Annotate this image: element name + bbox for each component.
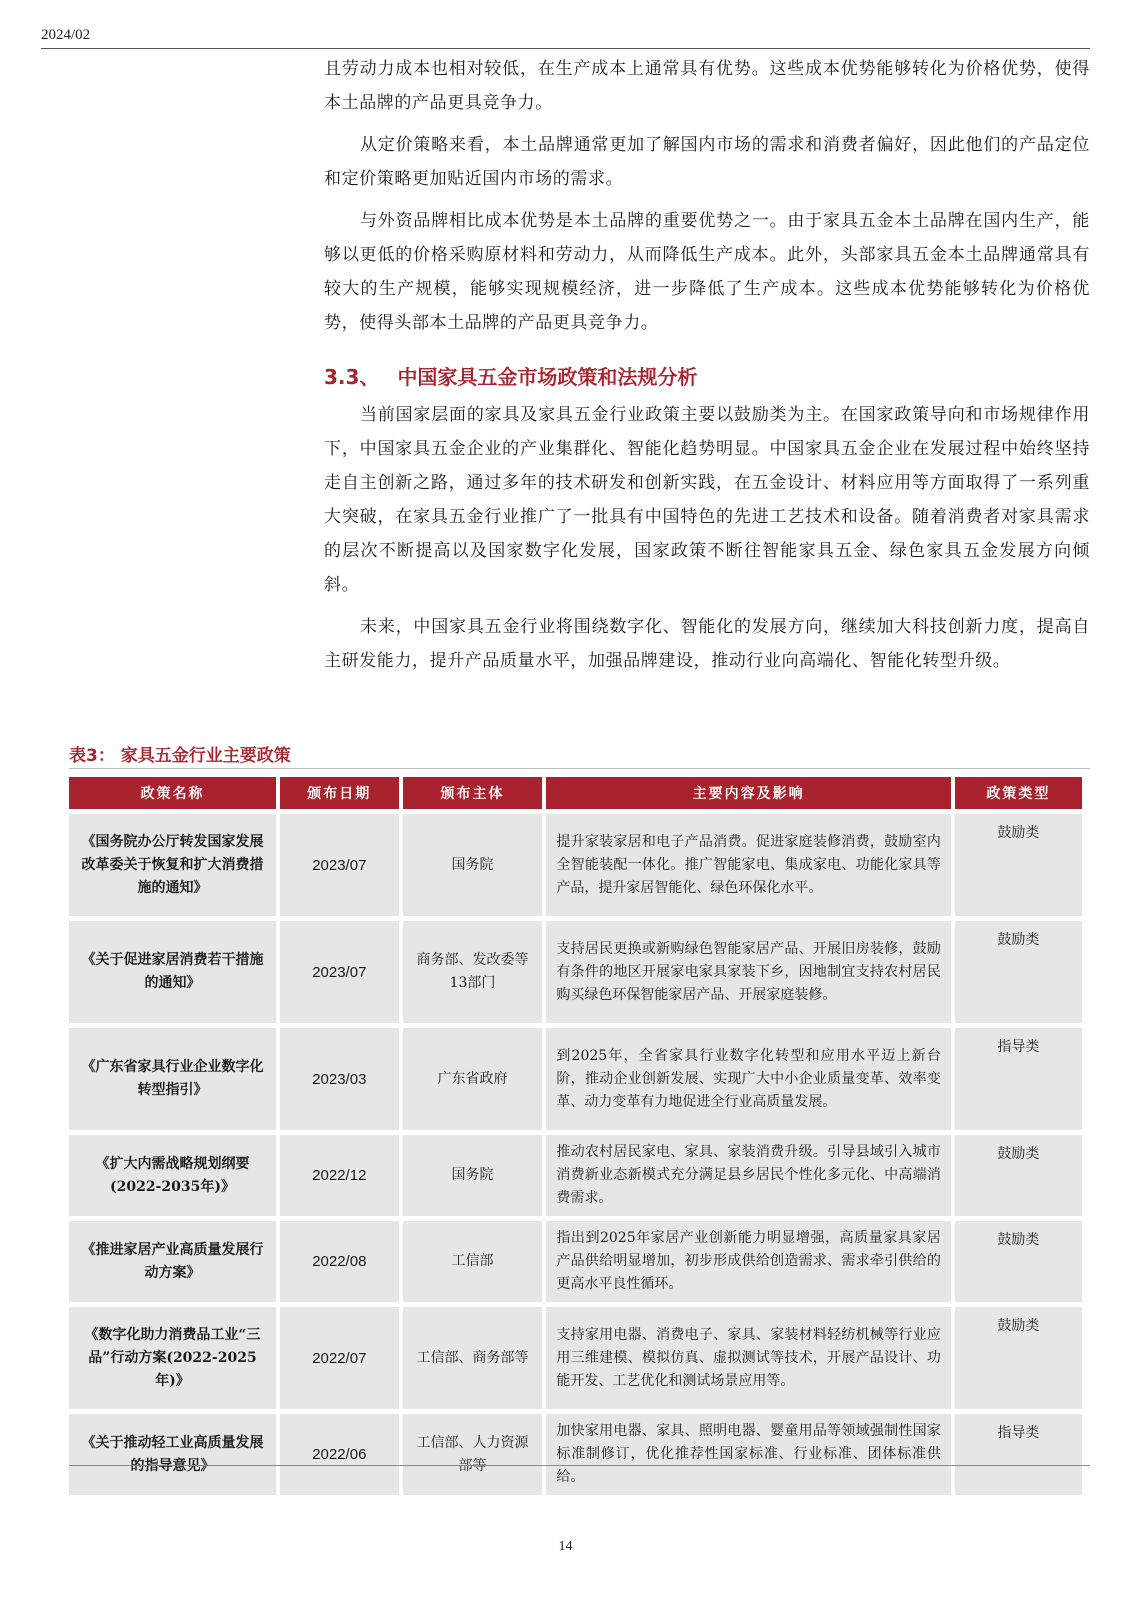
cell-issue-date: 2022/08 bbox=[280, 1221, 399, 1302]
cell-policy-type: 鼓励类 bbox=[955, 1221, 1082, 1302]
table-row bbox=[69, 814, 1082, 916]
cell-policy-type: 指导类 bbox=[955, 1414, 1082, 1495]
cell-policy-type: 鼓励类 bbox=[955, 1135, 1082, 1216]
cell-content: 提升家装家居和电子产品消费。促进家庭装修消费，鼓励室内全智能装配一体化。推广智能家电、集成家电、功能化家具等产品，提升家居智能化、绿色环保化水平。 bbox=[546, 814, 950, 916]
cell-policy-name: 《扩大内需战略规划纲要(2022-2035年)》 bbox=[69, 1135, 276, 1216]
cell-issue-date: 2022/07 bbox=[280, 1307, 399, 1409]
cell-content: 推动农村居民家电、家具、家装消费升级。引导县域引入城市消费新业态新模式充分满足县乡居民个性化多元化、中高端消费需求。 bbox=[546, 1135, 950, 1216]
table-header-row bbox=[69, 777, 1082, 809]
table-row bbox=[69, 1221, 1082, 1302]
cell-issuer: 工信部、商务部等 bbox=[403, 1307, 543, 1409]
header-issuer: 颁布主体 bbox=[403, 777, 543, 809]
header-content: 主要内容及影响 bbox=[546, 777, 950, 809]
table-row bbox=[69, 921, 1082, 1023]
cell-policy-name: 《国务院办公厅转发国家发展改革委关于恢复和扩大消费措施的通知》 bbox=[69, 814, 276, 916]
cell-issue-date: 2023/07 bbox=[280, 921, 399, 1023]
body-text bbox=[324, 52, 1090, 678]
cell-content: 支持居民更换或新购绿色智能家居产品、开展旧房装修，鼓励有条件的地区开展家电家具家装下乡，因地制宜支持农村居民购买绿色环保智能家居产品、开展家庭装修。 bbox=[546, 921, 950, 1023]
paragraph-pricing-strategy: 从定价策略来看，本土品牌通常更加了解国内市场的需求和消费者偏好，因此他们的产品定位和定价策略更加贴近国内市场的需求。 bbox=[324, 135, 1090, 189]
cell-policy-name: 《数字化助力消费品工业“三品”行动方案(2022-2025年)》 bbox=[69, 1307, 276, 1409]
header-policy-name: 政策名称 bbox=[69, 777, 276, 809]
cell-issuer: 工信部、人力资源部等 bbox=[403, 1414, 543, 1495]
paragraph-future-outlook: 未来，中国家具五金行业将围绕数字化、智能化的发展方向，继续加大科技创新力度，提高自主研发能力，提升产品质量水平，加强品牌建设，推动行业向高端化、智能化转型升级。 bbox=[324, 617, 1090, 671]
cell-policy-name: 《关于促进家居消费若干措施的通知》 bbox=[69, 921, 276, 1023]
table-caption: 表3： 家具五金行业主要政策 bbox=[69, 746, 291, 766]
cell-content: 到2025年，全省家具行业数字化转型和应用水平迈上新台阶，推动企业创新发展、实现广大中小企业质量变革、效率变革、动力变革有力地促进全行业高质量发展。 bbox=[546, 1028, 950, 1130]
caption-rule bbox=[69, 768, 1090, 769]
cell-issuer: 广东省政府 bbox=[403, 1028, 543, 1130]
cell-policy-type: 鼓励类 bbox=[955, 814, 1082, 916]
table-row bbox=[69, 1414, 1082, 1495]
paragraph-cost-advantage-continued: 且劳动力成本也相对较低，在生产成本上通常具有优势。这些成本优势能够转化为价格优势，使得本土品牌的产品更具竞争力。 bbox=[324, 59, 1090, 113]
cell-policy-name: 《推进家居产业高质量发展行动方案》 bbox=[69, 1221, 276, 1302]
cell-policy-name: 《关于推动轻工业高质量发展的指导意见》 bbox=[69, 1414, 276, 1495]
cell-issue-date: 2023/03 bbox=[280, 1028, 399, 1130]
section-heading bbox=[324, 364, 1090, 390]
table-row bbox=[69, 1028, 1082, 1130]
header-date: 2024/02 bbox=[41, 27, 91, 43]
cell-issuer: 商务部、发改委等13部门 bbox=[403, 921, 543, 1023]
table-bottom-rule bbox=[69, 1465, 1090, 1466]
cell-policy-name: 《广东省家具行业企业数字化转型指引》 bbox=[69, 1028, 276, 1130]
cell-issuer: 国务院 bbox=[403, 1135, 543, 1216]
cell-issuer: 国务院 bbox=[403, 814, 543, 916]
policy-table bbox=[65, 772, 1086, 1500]
cell-content: 支持家用电器、消费电子、家具、家装材料轻纺机械等行业应用三维建模、模拟仿真、虚拟测试等技术，开展产品设计、功能开发、工艺优化和测试场景应用等。 bbox=[546, 1307, 950, 1409]
paragraph-policy-overview: 当前国家层面的家具及家具五金行业政策主要以鼓励类为主。在国家政策导向和市场规律作用下，中国家具五金企业的产业集群化、智能化趋势明显。中国家具五金企业在发展过程中始终坚持走自主创新之路，通过多年的技术研发和创新实践，在五金设计、材料应用等方面取得了一系列重大突破，在家具五金行业推广了一批具有中国特色的先进工艺技术和设备。随着消费者对家具需求的层次不断提高以及国家数字化发展，国家政策不断往智能家具五金、绿色家具五金发展方向倾斜。 bbox=[324, 405, 1090, 595]
cell-policy-type: 鼓励类 bbox=[955, 1307, 1082, 1409]
table-row bbox=[69, 1135, 1082, 1216]
cell-content: 指出到2025年家居产业创新能力明显增强，高质量家具家居产品供给明显增加，初步形成供给创造需求、需求牵引供给的更高水平良性循环。 bbox=[546, 1221, 950, 1302]
header-policy-type: 政策类型 bbox=[955, 777, 1082, 809]
cell-issue-date: 2022/06 bbox=[280, 1414, 399, 1495]
cell-issuer: 工信部 bbox=[403, 1221, 543, 1302]
cell-content: 加快家用电器、家具、照明电器、婴童用品等领域强制性国家标准制修订，优化推荐性国家标准、行业标准、团体标准供给。 bbox=[546, 1414, 950, 1495]
section-title: 中国家具五金市场政策和法规分析 bbox=[397, 365, 698, 389]
paragraph-cost-advantage: 与外资品牌相比成本优势是本土品牌的重要优势之一。由于家具五金本土品牌在国内生产，能够以更低的价格采购原材料和劳动力，从而降低生产成本。此外，头部家具五金本土品牌通常具有较大的生产规模，能够实现规模经济，进一步降低了生产成本。这些成本优势能够转化为价格优势，使得头部本土品牌的产品更具竞争力。 bbox=[324, 211, 1090, 333]
cell-issue-date: 2023/07 bbox=[280, 814, 399, 916]
header-rule bbox=[41, 48, 1090, 49]
cell-policy-type: 指导类 bbox=[955, 1028, 1082, 1130]
page-number: 14 bbox=[558, 1539, 573, 1554]
header-issue-date: 颁布日期 bbox=[280, 777, 399, 809]
table-row bbox=[69, 1307, 1082, 1409]
cell-policy-type: 鼓励类 bbox=[955, 921, 1082, 1023]
section-number: 3.3、 bbox=[324, 365, 380, 389]
cell-issue-date: 2022/12 bbox=[280, 1135, 399, 1216]
